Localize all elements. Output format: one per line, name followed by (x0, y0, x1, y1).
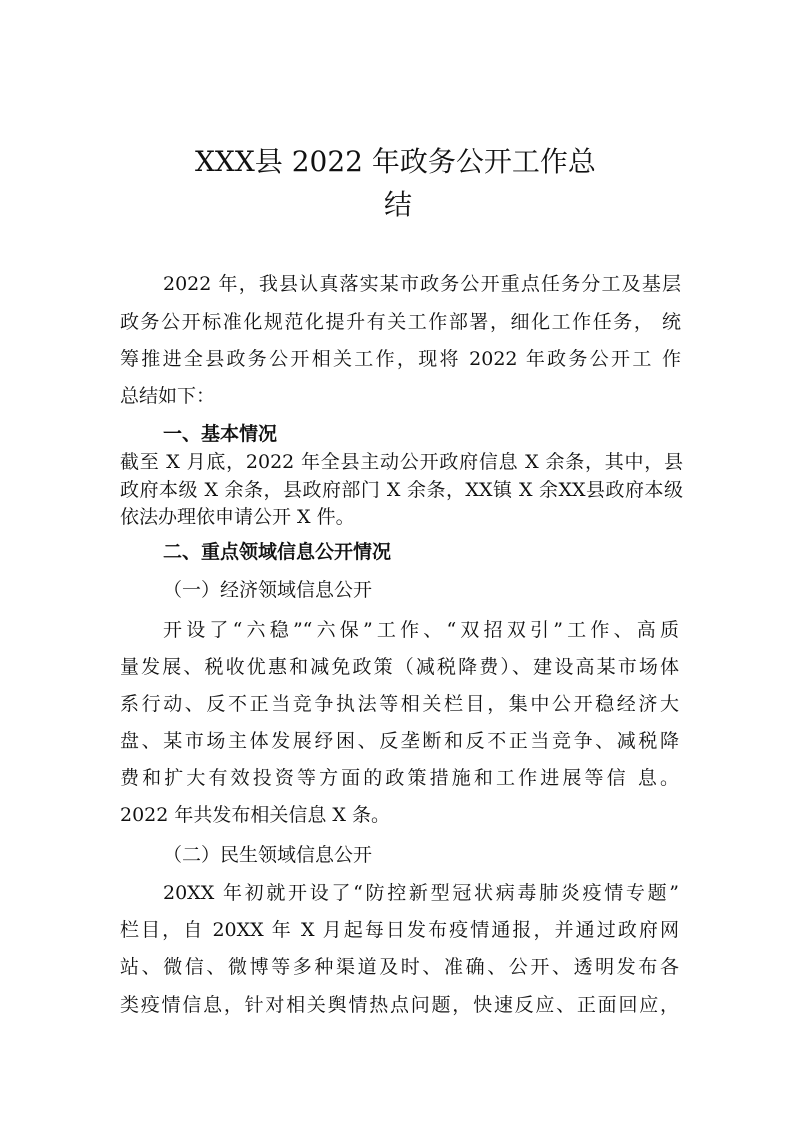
intro-line: 筹推进全县政务公开相关工作，现将 2022 年政务公开工 作 (120, 348, 681, 370)
sub1-line: 2022 年共发布相关信息 X 条。 (120, 804, 390, 826)
sub2-heading: （二）民生领域信息公开 (163, 844, 373, 866)
sub2-line: 站、微信、微博等多种渠道及时、准确、公开、透明发布各 (120, 956, 679, 978)
intro-line: 政务公开标准化规范化提升有关工作部署，细化工作任务， 统 (120, 311, 681, 333)
title-line-1: XXX县 2022 年政务公开工作总 (195, 145, 596, 178)
section1-line: 依法办理依申请公开 X 件。 (120, 506, 355, 528)
sub1-line: 开设了“六稳”“六保”工作、“双招双引”工作、高质 (163, 619, 679, 641)
sub1-line: 费和扩大有效投资等方面的政策措施和工作进展等信 息。 (120, 767, 679, 789)
section1-heading: 一、基本情况 (163, 423, 278, 445)
sub2-line: 20XX 年初就开设了“防控新型冠状病毒肺炎疫情专题” (163, 882, 679, 904)
intro-line: 总结如下： (120, 385, 216, 407)
sub1-line: 系行动、反不正当竞争执法等相关栏目，集中公开稳经济大 (120, 693, 679, 715)
sub1-heading: （一）经济领域信息公开 (163, 579, 373, 601)
sub1-line: 盘、某市场主体发展纾困、反垄断和反不正当竞争、减税降 (120, 730, 679, 752)
sub2-line: 类疫情信息，针对相关舆情热点问题，快速反应、正面回应， (120, 994, 679, 1016)
sub1-line: 量发展、税收优惠和减免政策（减税降费）、建设高某市场体 (120, 656, 679, 678)
section2-heading: 二、重点领域信息公开情况 (163, 541, 392, 563)
title-line-2: 结 (384, 188, 413, 221)
sub2-line: 栏目，自 20XX 年 X 月起每日发布疫情通报，并通过政府网 (120, 919, 679, 941)
section1-line: 截至 X 月底，2022 年全县主动公开政府信息 X 余条，其中，县 (120, 451, 683, 473)
intro-line: 2022 年，我县认真落实某市政务公开重点任务分工及基层 (163, 273, 681, 295)
section1-line: 政府本级 X 余条，县政府部门 X 余条，XX镇 X 余XX县政府本级 (120, 479, 683, 501)
